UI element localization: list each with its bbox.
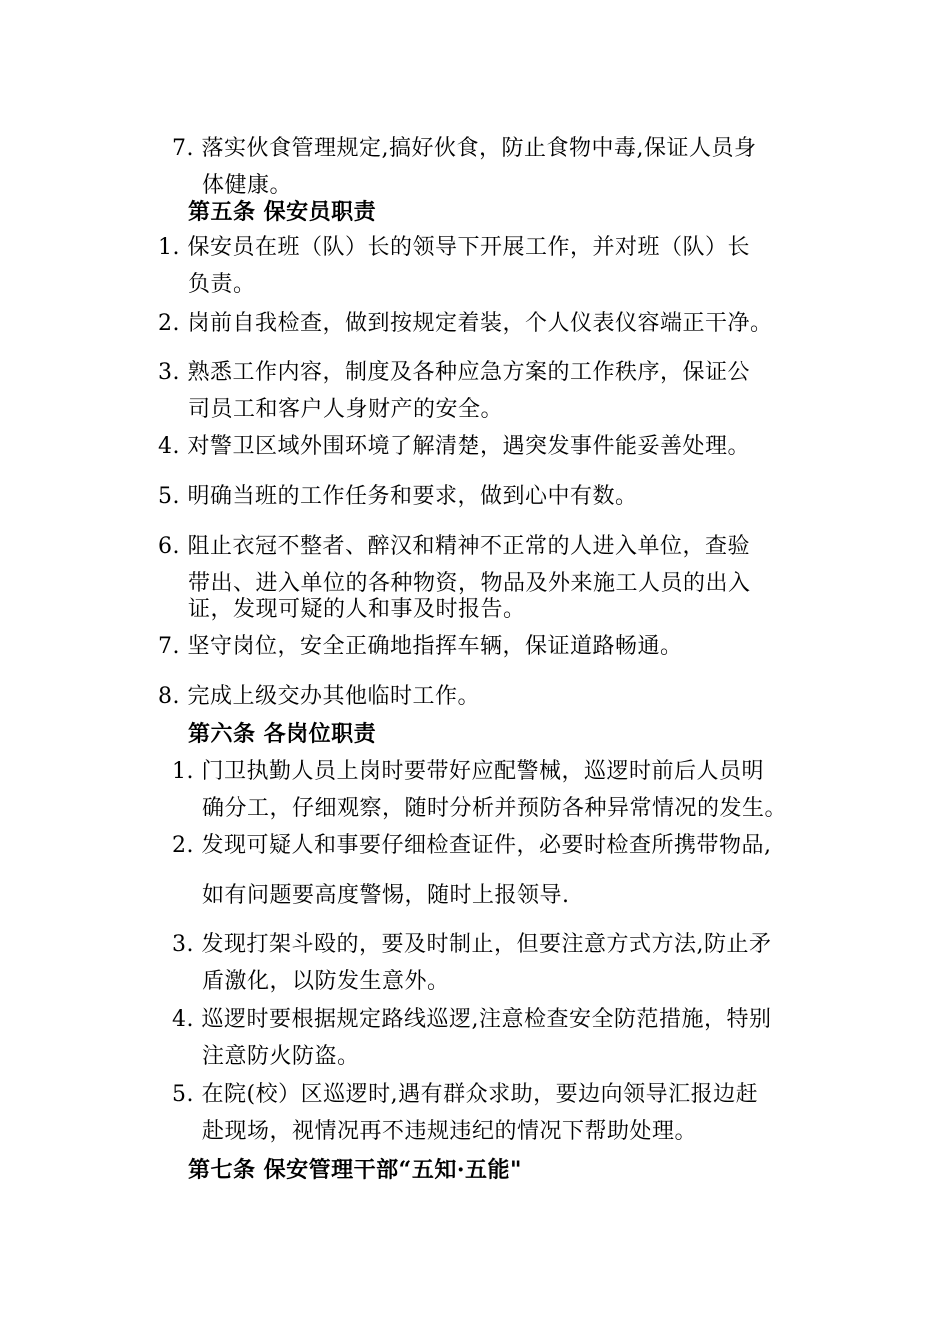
list-number: 2.: [158, 311, 180, 336]
list-number: 7.: [158, 634, 180, 659]
list-number: 3.: [172, 932, 194, 957]
list-item-text: 完成上级交办其他临时工作。: [187, 684, 481, 709]
list-number: 4.: [172, 1007, 194, 1032]
list-number: 7.: [172, 136, 194, 161]
list-item-text: 在院(校）区巡逻时,遇有群众求助，要边向领导汇报边赶: [201, 1082, 759, 1107]
list-item: [158, 682, 480, 712]
list-item-continuation: 证，发现可疑的人和事及时报告。: [188, 597, 526, 622]
list-number: 4.: [158, 434, 180, 459]
list-item-continuation: 体健康。: [202, 173, 293, 198]
list-item: [158, 309, 773, 339]
list-item-continuation: 负责。: [188, 272, 256, 297]
list-item: [172, 1080, 758, 1110]
list-number: 8.: [158, 684, 180, 709]
list-number: 3.: [158, 360, 180, 385]
list-item: [158, 532, 750, 562]
list-item: [158, 233, 750, 263]
list-item-text: 阻止衣冠不整者、醉汉和精神不正常的人进入单位，查验: [187, 534, 751, 559]
list-item-continuation: 如有问题要高度警惕，随时上报领导.: [202, 883, 570, 908]
list-item-continuation: 确分工，仔细观察，随时分析并预防各种异常情况的发生。: [202, 796, 788, 821]
list-item-continuation: 赴现场，视情况再不违规违纪的情况下帮助处理。: [202, 1119, 698, 1144]
list-item: [172, 134, 757, 164]
list-item-text: 明确当班的工作任务和要求，做到心中有数。: [187, 484, 638, 509]
list-item-continuation: 盾激化，以防发生意外。: [202, 969, 450, 994]
list-item: [158, 632, 683, 662]
list-item: [158, 432, 750, 462]
list-item-text: 坚守岗位，安全正确地指挥车辆，保证道路畅通。: [187, 634, 683, 659]
list-item-text: 发现可疑人和事要仔细检查证件，必要时检查所携带物品,: [201, 833, 772, 858]
list-item-text: 对警卫区域外围环境了解清楚，遇突发事件能妥善处理。: [187, 434, 751, 459]
list-item-text: 门卫执勤人员上岗时要带好应配警械，巡逻时前后人员明: [201, 759, 765, 784]
list-number: 1.: [172, 759, 194, 784]
list-item: [172, 831, 772, 861]
list-item: [172, 757, 764, 787]
list-number: 1.: [158, 235, 180, 260]
list-item: [172, 930, 772, 960]
list-item-text: 岗前自我检查，做到按规定着装，个人仪表仪容端正干净。: [187, 311, 773, 336]
list-item: [158, 482, 638, 512]
list-item-text: 保安员在班（队）长的领导下开展工作，并对班（队）长: [187, 235, 751, 260]
list-item: [172, 1005, 772, 1035]
list-number: 6.: [158, 534, 180, 559]
list-item-continuation: 注意防火防盗。: [202, 1044, 360, 1069]
list-item: [158, 358, 750, 388]
list-number: 2.: [172, 833, 194, 858]
list-item-text: 落实伙食管理规定,搞好伙食，防止食物中毒,保证人员身: [201, 136, 757, 161]
list-item-text: 发现打架斗殴的，要及时制止，但要注意方式方法,防止矛: [201, 932, 772, 957]
section-heading: 第六条 各岗位职责: [188, 721, 377, 747]
list-number: 5.: [172, 1082, 194, 1107]
list-item-text: 熟悉工作内容，制度及各种应急方案的工作秩序，保证公: [187, 360, 751, 385]
list-item-text: 巡逻时要根据规定路线巡逻,注意检查安全防范措施，特别: [201, 1007, 772, 1032]
section-heading: 第五条 保安员职责: [188, 199, 377, 225]
list-number: 5.: [158, 484, 180, 509]
list-item-continuation: 带出、进入单位的各种物资，物品及外来施工人员的出入: [188, 571, 751, 596]
section-heading: 第七条 保安管理干部“五知·五能": [188, 1157, 522, 1183]
list-item-continuation: 司员工和客户人身财产的安全。: [188, 397, 504, 422]
